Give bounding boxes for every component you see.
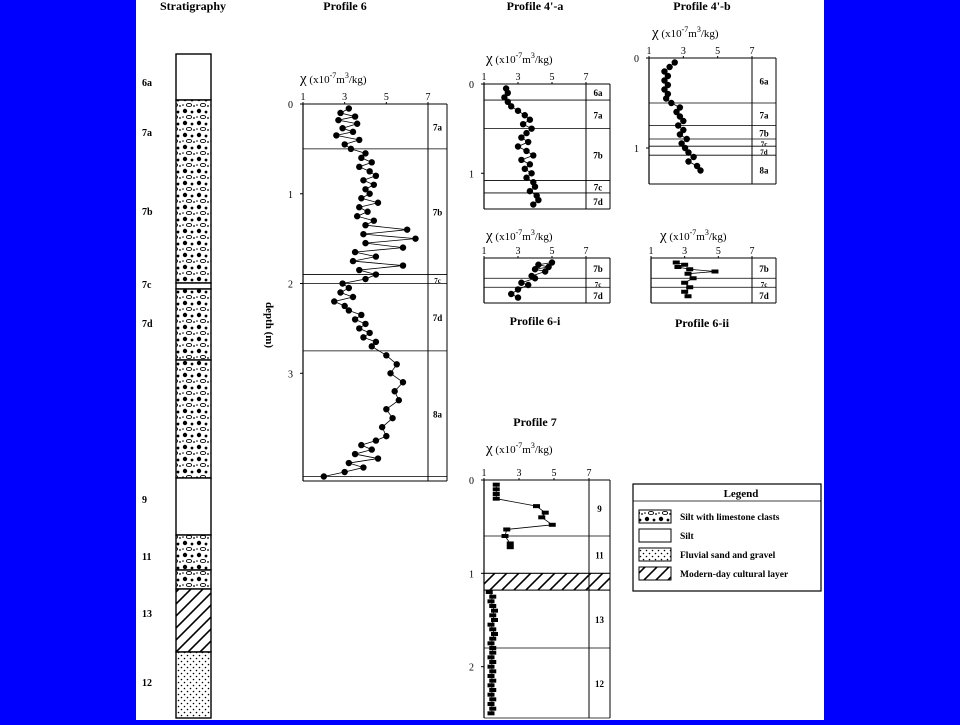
data-point [515, 286, 521, 292]
unit-label: 7d [760, 148, 768, 157]
y-tick-label: 1 [469, 569, 474, 581]
strat-unit-7d [176, 360, 211, 478]
data-point [680, 118, 686, 124]
chart-title: Profile 6 [323, 0, 367, 13]
x-tick-label: 7 [586, 468, 592, 479]
x-tick-label: 3 [680, 46, 686, 57]
data-point [335, 117, 341, 123]
data-point [518, 134, 524, 140]
data-point [489, 707, 496, 711]
data-point [663, 95, 669, 101]
data-point [366, 191, 372, 197]
data-point [352, 249, 358, 255]
data-point [362, 276, 368, 282]
x-tick-label: 3 [515, 246, 521, 257]
data-point [358, 312, 364, 318]
data-point [488, 641, 495, 645]
data-point [346, 460, 352, 466]
unit-label: 9 [597, 504, 602, 514]
unit-label: 7a [759, 110, 769, 121]
data-point [502, 534, 509, 538]
data-point [530, 152, 536, 158]
data-point [520, 121, 526, 127]
data-point [542, 268, 548, 274]
strat-unit-7a [176, 100, 211, 283]
data-point [533, 504, 540, 508]
x-tick-label: 7 [425, 92, 431, 103]
data-point [486, 590, 493, 594]
chart-title: Profile 7 [513, 415, 557, 429]
data-point [674, 265, 681, 269]
x-tick-label: 5 [549, 246, 555, 257]
axis-label-part: 3 [530, 51, 535, 60]
data-point [373, 253, 379, 259]
data-point [528, 125, 534, 131]
data-point [412, 235, 418, 241]
data-point [350, 294, 356, 300]
data-point [672, 59, 678, 65]
axis-label-part: χ [652, 25, 659, 41]
x-tick-label: 3 [515, 72, 521, 83]
x-tick-label: 1 [648, 246, 654, 257]
unit-label: 7a [593, 110, 603, 121]
unit-label: 7c [760, 280, 768, 289]
data-point [352, 113, 358, 119]
unit-label: 11 [595, 550, 604, 561]
data-point [352, 316, 358, 322]
data-point [711, 270, 718, 274]
unit-label: 7c [594, 280, 602, 289]
strat-label: 12 [142, 678, 152, 689]
strat-unit-11 [176, 570, 211, 589]
strat-unit-7b [176, 283, 211, 289]
x-tick-label: 3 [682, 246, 688, 257]
data-point [518, 157, 524, 163]
data-point [489, 637, 496, 641]
data-point [508, 103, 514, 109]
axis-label-part: m [522, 444, 531, 456]
data-point [362, 240, 368, 246]
data-point [489, 660, 496, 664]
data-point [346, 285, 352, 291]
data-point [488, 655, 495, 659]
data-point [489, 651, 496, 655]
axis-label-part: /kg) [534, 444, 553, 456]
axis-label-part: 3 [530, 441, 535, 450]
legend-swatch-cultural [639, 567, 671, 580]
axis-label-part: -7 [515, 51, 523, 60]
data-point [331, 298, 337, 304]
axis-label-part: χ [486, 51, 493, 67]
legend-label: Fluvial sand and gravel [680, 551, 776, 561]
axis-label-part: 3 [530, 228, 535, 237]
data-point [515, 143, 521, 149]
data-point [400, 379, 406, 385]
strat-label: 9 [142, 495, 147, 506]
strat-unit-7c [176, 289, 211, 360]
unit-label: 8a [759, 165, 769, 176]
legend-label: Silt with limestone clasts [680, 513, 780, 523]
data-point [373, 437, 379, 443]
data-point [532, 266, 538, 272]
data-point [337, 289, 343, 295]
axis-label-part: χ [486, 228, 493, 244]
data-point [339, 280, 345, 286]
unit-label: 6a [759, 76, 769, 87]
data-point [383, 406, 389, 412]
y-tick-label: 0 [469, 80, 474, 91]
data-point [369, 343, 375, 349]
legend-label: Silt [680, 532, 694, 542]
unit-label: 7c [760, 140, 768, 149]
data-point [356, 164, 362, 170]
data-point [525, 139, 531, 145]
axis-label-part: -7 [689, 228, 697, 237]
x-tick-label: 7 [583, 246, 589, 257]
data-point [488, 693, 495, 697]
strat-label: 13 [142, 609, 152, 620]
legend-title: Legend [723, 488, 759, 500]
axis-label-part: /kg) [700, 28, 719, 40]
data-point [528, 170, 534, 176]
data-point [685, 294, 692, 298]
unit-label: 7b [593, 150, 603, 161]
data-point [488, 674, 495, 678]
data-point [685, 272, 692, 276]
paper-panel [136, 0, 824, 720]
data-point [515, 294, 521, 300]
unit-band-cultural [484, 573, 610, 590]
chart-title: Profile 4'-b [673, 0, 731, 13]
data-point [366, 330, 372, 336]
data-point [339, 125, 345, 131]
data-point [507, 545, 514, 549]
axis-label-part: -7 [329, 71, 337, 80]
data-point [358, 155, 364, 161]
axis-label-part: m [688, 28, 697, 40]
y-tick-label: 2 [469, 662, 474, 674]
data-point [387, 370, 393, 376]
axis-label-part: /kg) [708, 231, 727, 243]
data-point [507, 541, 514, 545]
x-tick-label: 5 [549, 72, 555, 83]
data-point [666, 64, 672, 70]
strat-label: 7c [142, 280, 152, 291]
axis-label-part: 3 [696, 25, 701, 34]
x-tick-label: 1 [646, 46, 652, 57]
axis-label-part: (x10 [666, 231, 690, 243]
unit-label: 7b [432, 207, 443, 218]
unit-label: 7d [593, 291, 603, 302]
x-tick-label: 7 [749, 46, 755, 57]
data-point [341, 469, 347, 475]
stratigraphy-title: Stratigraphy [160, 0, 226, 13]
axis-label-part: (x10 [658, 28, 682, 40]
unit-label: 7c [434, 277, 441, 286]
data-point [491, 632, 498, 636]
data-point [400, 244, 406, 250]
data-point [360, 177, 366, 183]
unit-label: 7b [759, 128, 769, 139]
x-tick-label: 5 [715, 46, 721, 57]
data-point [488, 702, 495, 706]
y-tick-label: 2 [288, 279, 293, 291]
data-point [346, 105, 352, 111]
data-point [489, 697, 496, 701]
data-point [389, 415, 395, 421]
y-tick-label: 1 [288, 189, 293, 201]
y-tick-label: 0 [634, 54, 639, 65]
data-point [321, 473, 327, 479]
data-point [366, 168, 372, 174]
axis-label-part: /kg) [534, 231, 553, 243]
data-point [369, 446, 375, 452]
data-point [527, 188, 533, 194]
unit-label: 7b [759, 264, 769, 275]
x-tick-label: 1 [481, 72, 487, 83]
strat-unit-cultural [176, 589, 211, 652]
unit-label: 7b [593, 264, 603, 275]
data-point [373, 173, 379, 179]
strat-unit-13 [176, 652, 211, 718]
data-point [493, 497, 500, 501]
data-point [532, 275, 538, 281]
y-tick-label: 0 [288, 100, 293, 111]
data-point [681, 290, 688, 294]
axis-label-part: χ [660, 228, 667, 244]
data-point [371, 217, 377, 223]
axis-label-part: -7 [681, 25, 689, 34]
data-point [375, 200, 381, 206]
unit-label: 7a [433, 122, 442, 133]
axis-label-part: -7 [515, 441, 523, 450]
axis-label-part: (x10 [306, 74, 330, 86]
strat-unit-6a [176, 54, 211, 100]
y-tick-label: 0 [469, 476, 474, 487]
data-point [356, 267, 362, 273]
x-tick-label: 5 [715, 246, 721, 257]
data-point [681, 281, 688, 285]
x-tick-label: 1 [481, 246, 487, 257]
data-point [489, 646, 496, 650]
data-point [488, 683, 495, 687]
data-point [489, 688, 496, 692]
data-point [493, 487, 500, 491]
data-point [404, 226, 410, 232]
data-point [352, 451, 358, 457]
x-tick-label: 5 [551, 468, 557, 479]
data-point [668, 100, 674, 106]
data-point [350, 129, 356, 135]
strat-label: 11 [142, 552, 152, 563]
data-point [527, 117, 533, 123]
legend-swatch-silt [639, 529, 671, 542]
data-point [489, 627, 496, 631]
data-point [489, 679, 496, 683]
data-point [690, 276, 697, 280]
data-point [532, 183, 538, 189]
data-point [522, 112, 528, 118]
data-point [493, 483, 500, 487]
data-point [493, 492, 500, 496]
legend-swatch-sand [639, 548, 671, 561]
legend-label: Modern-day cultural layer [680, 570, 789, 580]
data-point [535, 197, 541, 203]
depth-axis-label: depth (m) [263, 301, 275, 349]
y-tick-label: 3 [288, 369, 293, 381]
x-tick-label: 3 [342, 92, 348, 103]
data-point [530, 201, 536, 207]
data-point [488, 599, 495, 603]
strat-unit-9 [176, 535, 211, 570]
data-point [690, 154, 696, 160]
y-tick-label: 1 [469, 169, 474, 181]
data-point [350, 258, 356, 264]
data-point [358, 442, 364, 448]
axis-label-part: (x10 [492, 444, 516, 456]
data-point [356, 325, 362, 331]
data-point [360, 231, 366, 237]
data-point [396, 397, 402, 403]
data-point [508, 291, 514, 297]
data-point [360, 464, 366, 470]
unit-label: 13 [595, 615, 604, 626]
data-point [523, 130, 529, 136]
data-point [346, 307, 352, 313]
unit-label: 12 [595, 679, 604, 689]
data-point [488, 665, 495, 669]
strat-label: 7d [142, 319, 153, 330]
data-point [685, 158, 691, 164]
unit-label: 8a [433, 409, 442, 420]
strat-label: 7a [142, 128, 152, 139]
data-point [675, 122, 681, 128]
data-point [354, 121, 360, 127]
unit-label: 7c [593, 182, 603, 193]
data-point [354, 213, 360, 219]
data-point [681, 263, 688, 267]
data-point [356, 137, 362, 143]
strat-unit-silt [176, 478, 211, 535]
axis-label-part: 3 [704, 228, 709, 237]
data-point [383, 352, 389, 358]
data-point [518, 280, 524, 286]
data-point [549, 523, 556, 527]
axis-label-part: m [336, 74, 345, 86]
x-tick-label: 5 [383, 92, 389, 103]
data-point [491, 609, 498, 613]
data-point [673, 261, 680, 265]
data-point [538, 515, 545, 519]
data-point [391, 388, 397, 394]
data-point [488, 711, 495, 715]
x-tick-label: 1 [300, 92, 306, 103]
chart-title: Profile 6-i [509, 314, 561, 328]
data-point [522, 166, 528, 172]
axis-label-part: m [696, 231, 705, 243]
data-point [362, 321, 368, 327]
axis-label-part: (x10 [492, 54, 516, 66]
data-point [337, 110, 343, 116]
data-point [364, 209, 370, 215]
axis-label-part: m [522, 54, 531, 66]
data-point [348, 146, 354, 152]
data-point [523, 148, 529, 154]
data-point [400, 262, 406, 268]
axis-label-part: (x10 [492, 231, 516, 243]
data-point [371, 182, 377, 188]
x-tick-label: 1 [481, 468, 487, 479]
axis-label-part: χ [486, 441, 493, 457]
data-point [356, 204, 362, 210]
data-point [489, 595, 496, 599]
axis-label-part: /kg) [534, 54, 553, 66]
axis-label-part: 3 [344, 71, 349, 80]
data-point [362, 222, 368, 228]
axis-label-part: /kg) [348, 74, 367, 86]
data-point [542, 511, 549, 515]
legend [633, 484, 821, 591]
data-point [375, 455, 381, 461]
data-point [685, 149, 691, 155]
data-point [333, 132, 339, 138]
data-point [489, 669, 496, 673]
data-point [373, 271, 379, 277]
data-point [360, 334, 366, 340]
unit-label: 6a [593, 88, 603, 99]
legend-swatch-limestone [639, 510, 671, 523]
strat-label: 6a [142, 78, 152, 89]
strat-label: 7b [142, 207, 153, 218]
x-tick-label: 7 [749, 246, 755, 257]
axis-label-part: χ [300, 71, 307, 87]
data-point [523, 175, 529, 181]
data-point [394, 361, 400, 367]
data-point [358, 195, 364, 201]
data-point [491, 618, 498, 622]
data-point [686, 285, 693, 289]
data-point [489, 613, 496, 617]
data-point [369, 159, 375, 165]
data-point [379, 424, 385, 430]
data-point [515, 108, 521, 114]
x-tick-label: 7 [583, 72, 589, 83]
data-point [488, 623, 495, 627]
data-point [527, 161, 533, 167]
data-point [684, 136, 690, 142]
data-point [677, 131, 683, 137]
data-point [697, 167, 703, 173]
chart-title: Profile 6-ii [674, 316, 730, 330]
data-point [686, 267, 693, 271]
data-point [383, 433, 389, 439]
chart-title: Profile 4'-a [506, 0, 564, 13]
x-tick-label: 3 [516, 468, 522, 479]
y-tick-label: 1 [634, 144, 639, 155]
data-point [489, 604, 496, 608]
data-point [341, 141, 347, 147]
data-point [503, 527, 510, 531]
unit-label: 7d [432, 313, 443, 324]
unit-label: 7d [759, 291, 769, 302]
data-point [525, 282, 531, 288]
axis-label-part: -7 [515, 228, 523, 237]
axis-label-part: m [522, 231, 531, 243]
unit-label: 7d [593, 196, 603, 207]
